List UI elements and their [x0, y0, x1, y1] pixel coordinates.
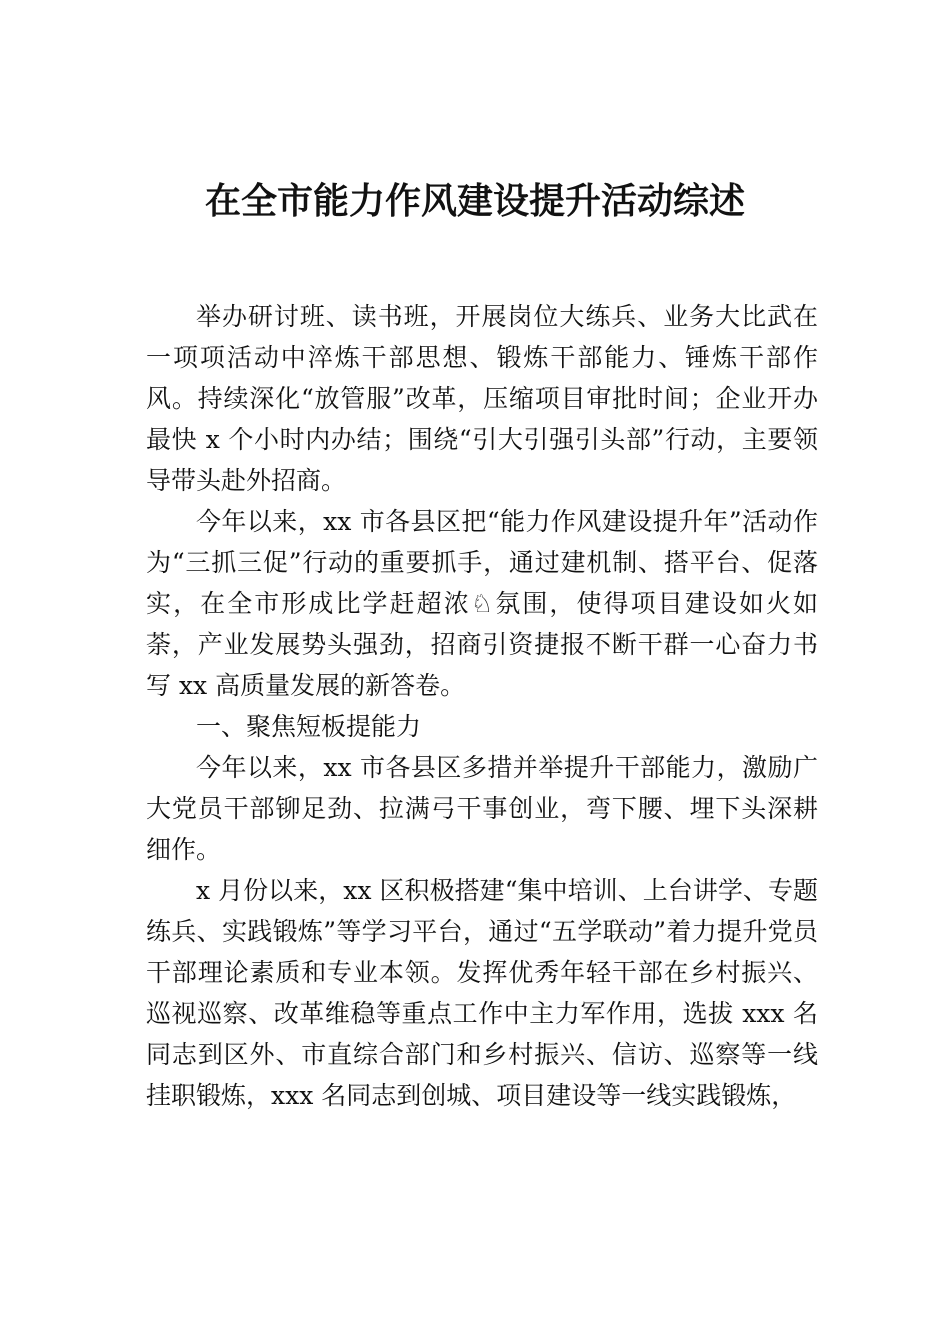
document-body — [146, 296, 818, 1116]
paragraph-4: x 月份以来，xx 区积极搭建“集中培训、上台讲学、专题练兵、实践锻炼”等学习平台，通过“五学联动”着力提升党员干部理论素质和专业本领。发挥优秀年轻干部在乡村振兴、 巡视巡察、改革维稳等重点工作中主力军作用，选拔 xxx 名同志到区外、市直综合部门和乡村振兴、信访、巡察等一线挂职锻炼，xxx 名同志到创城、项目建设等一线实践锻炼， — [146, 876, 818, 1110]
paragraph-2: 今年以来，xx 市各县区把“能力作风建设提升年”活动作为“三抓三促”行动的重要抓手，通过建机制、搭平台、促落实，在全市形成比学赶超浓♘氛围，使得项目建设如火如荼，产业发展势头强劲，招商引资捷报不断干群一心奋力书写 xx 高质量发展的新答卷。 — [146, 507, 818, 700]
paragraph-1: 举办研讨班、读书班，开展岗位大练兵、业务大比武在一项项活动中淬炼干部思想、锻炼干部能力、锤炼干部作风。持续深化“放管服”改革，压缩项目审批时间；企业开办最快 x 个小时内办结；围绕“引大引强引头部”行动，主要领导带头赴外招商。 — [146, 302, 818, 495]
section-heading-1: 一、聚焦短板提能力 — [196, 712, 422, 741]
paragraph-3: 今年以来，xx 市各县区多措并举提升干部能力，激励广大党员干部铆足劲、拉满弓干事创业，弯下腰、埋下头深耕细作。 — [146, 753, 818, 864]
document-title: 在全市能力作风建设提升活动综述 — [204, 180, 745, 222]
